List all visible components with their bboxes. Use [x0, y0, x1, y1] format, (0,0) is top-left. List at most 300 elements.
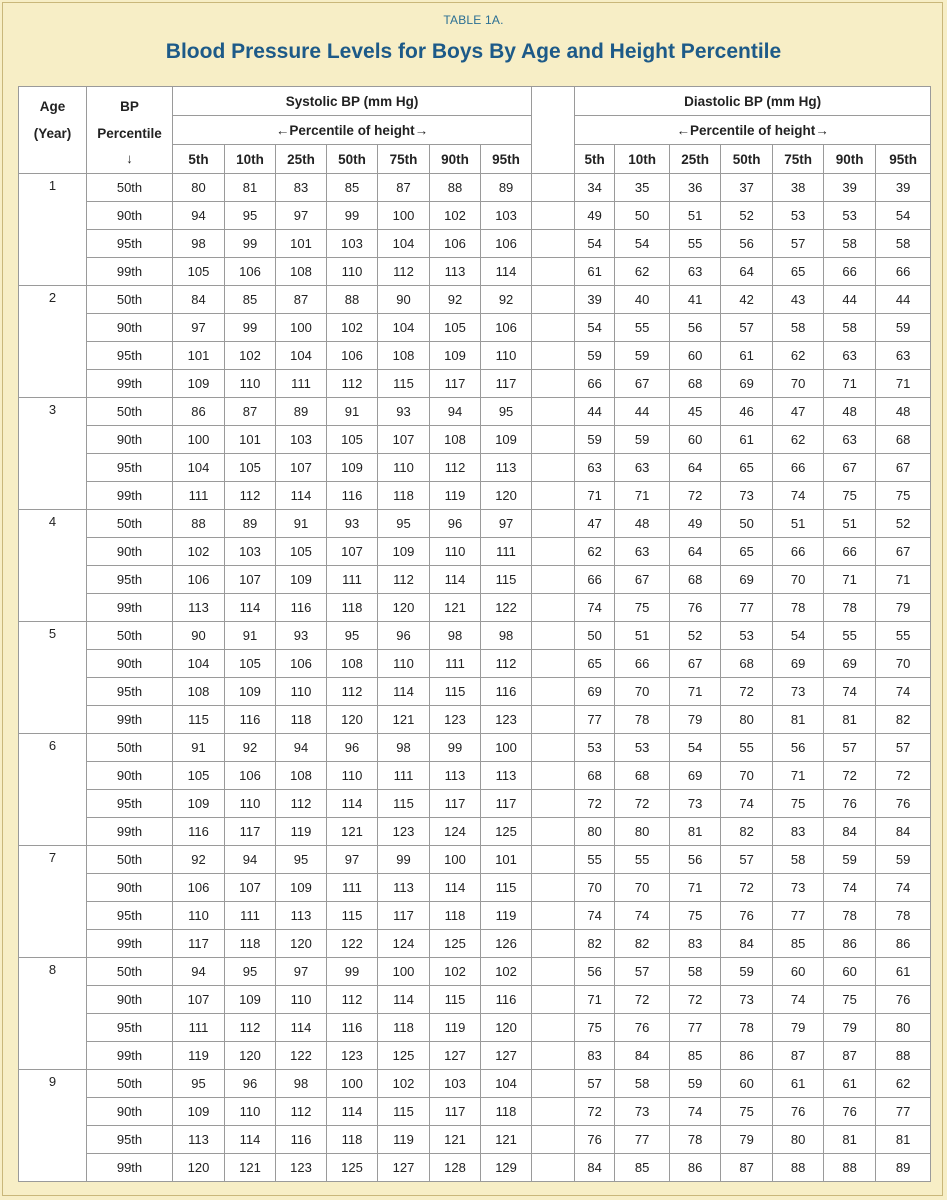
- table-row: [19, 874, 931, 902]
- diastolic-value-cell: 55: [615, 314, 670, 342]
- systolic-value-cell: 108: [378, 342, 430, 370]
- systolic-value-cell: 97: [276, 202, 327, 230]
- systolic-value-cell: 109: [378, 538, 430, 566]
- systolic-value-cell: 118: [378, 482, 430, 510]
- diastolic-value-cell: 72: [721, 678, 773, 706]
- diastolic-value-cell: 68: [721, 650, 773, 678]
- column-gap-cell: [532, 370, 575, 398]
- diastolic-value-cell: 81: [876, 1126, 931, 1154]
- diastolic-value-cell: 58: [824, 314, 876, 342]
- diastolic-value-cell: 72: [575, 1098, 615, 1126]
- systolic-value-cell: 122: [327, 930, 378, 958]
- systolic-value-cell: 87: [378, 174, 430, 202]
- diastolic-value-cell: 64: [670, 538, 721, 566]
- age-cell: 5: [19, 622, 87, 734]
- bp-percentile-cell: 90th: [87, 874, 173, 902]
- column-gap-cell: [532, 622, 575, 650]
- systolic-value-cell: 86: [173, 398, 225, 426]
- diastolic-value-cell: 71: [575, 482, 615, 510]
- diastolic-value-cell: 68: [670, 566, 721, 594]
- diastolic-height-95th: 95th: [876, 145, 931, 174]
- diastolic-value-cell: 44: [575, 398, 615, 426]
- bp-percentile-cell: 50th: [87, 1070, 173, 1098]
- diastolic-value-cell: 59: [824, 846, 876, 874]
- diastolic-value-cell: 76: [876, 790, 931, 818]
- column-gap-cell: [532, 230, 575, 258]
- diastolic-value-cell: 83: [575, 1042, 615, 1070]
- systolic-value-cell: 99: [327, 202, 378, 230]
- diastolic-value-cell: 81: [824, 706, 876, 734]
- diastolic-value-cell: 54: [575, 314, 615, 342]
- column-gap-cell: [532, 874, 575, 902]
- diastolic-value-cell: 59: [615, 342, 670, 370]
- diastolic-value-cell: 50: [615, 202, 670, 230]
- column-gap-cell: [532, 1014, 575, 1042]
- systolic-value-cell: 103: [225, 538, 276, 566]
- systolic-value-cell: 113: [276, 902, 327, 930]
- diastolic-value-cell: 67: [615, 370, 670, 398]
- diastolic-value-cell: 71: [615, 482, 670, 510]
- diastolic-value-cell: 44: [876, 286, 931, 314]
- diastolic-value-cell: 61: [721, 426, 773, 454]
- systolic-value-cell: 116: [481, 986, 532, 1014]
- systolic-value-cell: 111: [327, 566, 378, 594]
- systolic-value-cell: 112: [327, 986, 378, 1014]
- diastolic-value-cell: 75: [670, 902, 721, 930]
- table-row: [19, 762, 931, 790]
- diastolic-value-cell: 76: [670, 594, 721, 622]
- diastolic-value-cell: 73: [721, 986, 773, 1014]
- diastolic-value-cell: 44: [615, 398, 670, 426]
- systolic-value-cell: 112: [225, 1014, 276, 1042]
- bp-percentile-cell: 90th: [87, 986, 173, 1014]
- bp-percentile-cell: 99th: [87, 930, 173, 958]
- bp-percentile-cell: 90th: [87, 538, 173, 566]
- bp-percentile-cell: 99th: [87, 706, 173, 734]
- diastolic-value-cell: 78: [773, 594, 824, 622]
- systolic-value-cell: 123: [481, 706, 532, 734]
- diastolic-value-cell: 50: [721, 510, 773, 538]
- diastolic-value-cell: 49: [670, 510, 721, 538]
- diastolic-value-cell: 44: [824, 286, 876, 314]
- bp-percentile-cell: 95th: [87, 230, 173, 258]
- diastolic-value-cell: 78: [824, 902, 876, 930]
- systolic-value-cell: 95: [327, 622, 378, 650]
- systolic-value-cell: 104: [378, 314, 430, 342]
- bp-percentile-cell: 90th: [87, 1098, 173, 1126]
- systolic-value-cell: 127: [430, 1042, 481, 1070]
- bp-percentile-label: BP Percentile: [97, 99, 162, 141]
- column-gap-cell: [532, 454, 575, 482]
- column-gap-cell: [532, 818, 575, 846]
- diastolic-value-cell: 70: [575, 874, 615, 902]
- diastolic-value-cell: 70: [721, 762, 773, 790]
- diastolic-value-cell: 60: [721, 1070, 773, 1098]
- diastolic-value-cell: 88: [876, 1042, 931, 1070]
- diastolic-value-cell: 42: [721, 286, 773, 314]
- diastolic-value-cell: 77: [876, 1098, 931, 1126]
- systolic-value-cell: 91: [327, 398, 378, 426]
- diastolic-value-cell: 85: [615, 1154, 670, 1182]
- systolic-value-cell: 113: [378, 874, 430, 902]
- systolic-value-cell: 94: [173, 958, 225, 986]
- diastolic-value-cell: 85: [773, 930, 824, 958]
- column-gap-cell: [532, 286, 575, 314]
- diastolic-value-cell: 78: [721, 1014, 773, 1042]
- systolic-value-cell: 104: [173, 650, 225, 678]
- diastolic-value-cell: 78: [615, 706, 670, 734]
- diastolic-value-cell: 87: [824, 1042, 876, 1070]
- systolic-value-cell: 115: [430, 986, 481, 1014]
- diastolic-value-cell: 75: [824, 482, 876, 510]
- systolic-value-cell: 107: [378, 426, 430, 454]
- table-row: [19, 622, 931, 650]
- diastolic-value-cell: 79: [670, 706, 721, 734]
- table-row: [19, 314, 931, 342]
- systolic-value-cell: 118: [378, 1014, 430, 1042]
- systolic-value-cell: 118: [481, 1098, 532, 1126]
- systolic-value-cell: 121: [430, 594, 481, 622]
- diastolic-value-cell: 36: [670, 174, 721, 202]
- diastolic-value-cell: 54: [773, 622, 824, 650]
- diastolic-value-cell: 74: [824, 678, 876, 706]
- bp-percentile-cell: 99th: [87, 370, 173, 398]
- systolic-value-cell: 125: [378, 1042, 430, 1070]
- systolic-value-cell: 98: [430, 622, 481, 650]
- systolic-value-cell: 111: [225, 902, 276, 930]
- bp-percentile-cell: 99th: [87, 258, 173, 286]
- systolic-value-cell: 100: [276, 314, 327, 342]
- systolic-value-cell: 84: [173, 286, 225, 314]
- systolic-value-cell: 104: [378, 230, 430, 258]
- systolic-value-cell: 110: [225, 790, 276, 818]
- diastolic-value-cell: 57: [824, 734, 876, 762]
- systolic-height-25th: 25th: [276, 145, 327, 174]
- diastolic-value-cell: 74: [876, 678, 931, 706]
- diastolic-value-cell: 57: [773, 230, 824, 258]
- systolic-value-cell: 98: [276, 1070, 327, 1098]
- systolic-value-cell: 116: [173, 818, 225, 846]
- diastolic-value-cell: 74: [721, 790, 773, 818]
- diastolic-value-cell: 75: [575, 1014, 615, 1042]
- diastolic-value-cell: 71: [824, 566, 876, 594]
- systolic-value-cell: 114: [225, 1126, 276, 1154]
- diastolic-value-cell: 35: [615, 174, 670, 202]
- diastolic-value-cell: 71: [824, 370, 876, 398]
- systolic-value-cell: 105: [173, 762, 225, 790]
- systolic-value-cell: 98: [173, 230, 225, 258]
- diastolic-value-cell: 51: [773, 510, 824, 538]
- diastolic-value-cell: 78: [876, 902, 931, 930]
- systolic-value-cell: 92: [481, 286, 532, 314]
- diastolic-value-cell: 74: [876, 874, 931, 902]
- systolic-value-cell: 87: [276, 286, 327, 314]
- bp-percentile-cell: 95th: [87, 678, 173, 706]
- diastolic-height-75th: 75th: [773, 145, 824, 174]
- table-row: [19, 958, 931, 986]
- diastolic-value-cell: 58: [824, 230, 876, 258]
- bp-percentile-cell: 95th: [87, 1126, 173, 1154]
- diastolic-value-cell: 77: [773, 902, 824, 930]
- systolic-value-cell: 112: [327, 678, 378, 706]
- systolic-value-cell: 116: [327, 1014, 378, 1042]
- diastolic-value-cell: 47: [575, 510, 615, 538]
- systolic-value-cell: 118: [276, 706, 327, 734]
- diastolic-value-cell: 65: [721, 538, 773, 566]
- diastolic-value-cell: 61: [773, 1070, 824, 1098]
- systolic-value-cell: 99: [225, 314, 276, 342]
- diastolic-value-cell: 74: [615, 902, 670, 930]
- systolic-value-cell: 119: [430, 482, 481, 510]
- diastolic-value-cell: 45: [670, 398, 721, 426]
- diastolic-value-cell: 71: [876, 566, 931, 594]
- bp-percentile-cell: 90th: [87, 650, 173, 678]
- diastolic-value-cell: 88: [824, 1154, 876, 1182]
- column-gap-cell: [532, 650, 575, 678]
- diastolic-value-cell: 58: [615, 1070, 670, 1098]
- systolic-value-cell: 110: [327, 258, 378, 286]
- systolic-value-cell: 107: [327, 538, 378, 566]
- diastolic-height-90th: 90th: [824, 145, 876, 174]
- diastolic-value-cell: 69: [670, 762, 721, 790]
- systolic-value-cell: 123: [430, 706, 481, 734]
- diastolic-height-25th: 25th: [670, 145, 721, 174]
- systolic-value-cell: 109: [225, 986, 276, 1014]
- systolic-value-cell: 112: [276, 790, 327, 818]
- diastolic-value-cell: 72: [615, 986, 670, 1014]
- diastolic-value-cell: 70: [615, 874, 670, 902]
- diastolic-value-cell: 74: [575, 902, 615, 930]
- systolic-value-cell: 115: [481, 566, 532, 594]
- diastolic-value-cell: 61: [575, 258, 615, 286]
- systolic-value-cell: 99: [225, 230, 276, 258]
- age-cell: 6: [19, 734, 87, 846]
- diastolic-value-cell: 76: [721, 902, 773, 930]
- diastolic-value-cell: 48: [615, 510, 670, 538]
- systolic-value-cell: 105: [276, 538, 327, 566]
- column-gap-cell: [532, 902, 575, 930]
- systolic-value-cell: 113: [481, 454, 532, 482]
- systolic-value-cell: 101: [276, 230, 327, 258]
- table-row: [19, 398, 931, 426]
- systolic-value-cell: 116: [276, 594, 327, 622]
- diastolic-value-cell: 52: [721, 202, 773, 230]
- diastolic-value-cell: 57: [721, 314, 773, 342]
- systolic-value-cell: 99: [378, 846, 430, 874]
- diastolic-value-cell: 55: [575, 846, 615, 874]
- bp-percentile-cell: 50th: [87, 286, 173, 314]
- diastolic-height-percentile-header: ←Percentile of height→: [575, 116, 931, 145]
- systolic-value-cell: 125: [327, 1154, 378, 1182]
- diastolic-value-cell: 59: [575, 426, 615, 454]
- diastolic-value-cell: 70: [615, 678, 670, 706]
- diastolic-value-cell: 76: [876, 986, 931, 1014]
- diastolic-value-cell: 47: [773, 398, 824, 426]
- systolic-value-cell: 103: [481, 202, 532, 230]
- systolic-value-cell: 121: [481, 1126, 532, 1154]
- diastolic-value-cell: 69: [773, 650, 824, 678]
- systolic-value-cell: 115: [378, 790, 430, 818]
- bp-percentile-cell: 95th: [87, 454, 173, 482]
- table-row: [19, 370, 931, 398]
- systolic-value-cell: 123: [276, 1154, 327, 1182]
- systolic-value-cell: 99: [327, 958, 378, 986]
- diastolic-value-cell: 53: [773, 202, 824, 230]
- column-gap-cell: [532, 202, 575, 230]
- systolic-value-cell: 127: [378, 1154, 430, 1182]
- systolic-value-cell: 96: [430, 510, 481, 538]
- diastolic-value-cell: 81: [824, 1126, 876, 1154]
- systolic-value-cell: 119: [276, 818, 327, 846]
- diastolic-value-cell: 87: [721, 1154, 773, 1182]
- systolic-value-cell: 119: [430, 1014, 481, 1042]
- table-row: [19, 174, 931, 202]
- age-cell: 3: [19, 398, 87, 510]
- systolic-height-75th: 75th: [378, 145, 430, 174]
- systolic-value-cell: 112: [225, 482, 276, 510]
- systolic-value-cell: 115: [327, 902, 378, 930]
- systolic-value-cell: 106: [225, 762, 276, 790]
- systolic-value-cell: 104: [481, 1070, 532, 1098]
- systolic-value-cell: 81: [225, 174, 276, 202]
- diastolic-height-10th: 10th: [615, 145, 670, 174]
- diastolic-value-cell: 66: [876, 258, 931, 286]
- diastolic-value-cell: 52: [876, 510, 931, 538]
- systolic-value-cell: 108: [276, 762, 327, 790]
- diastolic-value-cell: 61: [824, 1070, 876, 1098]
- diastolic-value-cell: 77: [615, 1126, 670, 1154]
- diastolic-value-cell: 58: [876, 230, 931, 258]
- diastolic-value-cell: 81: [670, 818, 721, 846]
- diastolic-value-cell: 83: [670, 930, 721, 958]
- systolic-value-cell: 102: [481, 958, 532, 986]
- systolic-value-cell: 99: [430, 734, 481, 762]
- diastolic-value-cell: 53: [575, 734, 615, 762]
- systolic-value-cell: 109: [481, 426, 532, 454]
- diastolic-value-cell: 63: [575, 454, 615, 482]
- systolic-value-cell: 106: [430, 230, 481, 258]
- systolic-value-cell: 85: [225, 286, 276, 314]
- systolic-value-cell: 106: [481, 230, 532, 258]
- bp-percentile-cell: 99th: [87, 1154, 173, 1182]
- diastolic-value-cell: 84: [575, 1154, 615, 1182]
- bp-percentile-cell: 95th: [87, 902, 173, 930]
- column-gap-cell: [532, 846, 575, 874]
- systolic-value-cell: 97: [481, 510, 532, 538]
- diastolic-value-cell: 74: [670, 1098, 721, 1126]
- systolic-value-cell: 114: [327, 790, 378, 818]
- diastolic-value-cell: 72: [670, 986, 721, 1014]
- diastolic-value-cell: 87: [773, 1042, 824, 1070]
- column-gap-cell: [532, 706, 575, 734]
- systolic-value-cell: 108: [276, 258, 327, 286]
- diastolic-value-cell: 75: [721, 1098, 773, 1126]
- diastolic-value-cell: 89: [876, 1154, 931, 1182]
- systolic-value-cell: 102: [430, 958, 481, 986]
- systolic-value-cell: 110: [378, 650, 430, 678]
- diastolic-value-cell: 60: [824, 958, 876, 986]
- column-gap-cell: [532, 986, 575, 1014]
- bp-percentile-cell: 50th: [87, 846, 173, 874]
- diastolic-value-cell: 55: [615, 846, 670, 874]
- diastolic-value-cell: 78: [670, 1126, 721, 1154]
- table-row: [19, 1042, 931, 1070]
- systolic-value-cell: 92: [430, 286, 481, 314]
- diastolic-value-cell: 78: [824, 594, 876, 622]
- systolic-value-cell: 101: [173, 342, 225, 370]
- diastolic-value-cell: 66: [575, 370, 615, 398]
- table-row: [19, 706, 931, 734]
- diastolic-value-cell: 67: [615, 566, 670, 594]
- systolic-value-cell: 114: [378, 678, 430, 706]
- systolic-value-cell: 114: [481, 258, 532, 286]
- systolic-value-cell: 94: [225, 846, 276, 874]
- systolic-value-cell: 93: [378, 398, 430, 426]
- systolic-value-cell: 100: [327, 1070, 378, 1098]
- diastolic-value-cell: 84: [615, 1042, 670, 1070]
- table-row: [19, 930, 931, 958]
- systolic-value-cell: 120: [173, 1154, 225, 1182]
- systolic-height-90th: 90th: [430, 145, 481, 174]
- diastolic-value-cell: 88: [773, 1154, 824, 1182]
- diastolic-value-cell: 67: [670, 650, 721, 678]
- column-gap: [532, 87, 575, 174]
- systolic-value-cell: 112: [378, 258, 430, 286]
- diastolic-value-cell: 73: [615, 1098, 670, 1126]
- diastolic-value-cell: 71: [773, 762, 824, 790]
- diastolic-value-cell: 80: [876, 1014, 931, 1042]
- systolic-value-cell: 123: [378, 818, 430, 846]
- bp-percentile-header: [87, 87, 173, 174]
- systolic-value-cell: 103: [430, 1070, 481, 1098]
- systolic-value-cell: 114: [378, 986, 430, 1014]
- systolic-value-cell: 110: [225, 370, 276, 398]
- diastolic-value-cell: 82: [876, 706, 931, 734]
- diastolic-value-cell: 86: [670, 1154, 721, 1182]
- systolic-value-cell: 109: [225, 678, 276, 706]
- systolic-value-cell: 117: [378, 902, 430, 930]
- systolic-value-cell: 115: [481, 874, 532, 902]
- systolic-value-cell: 91: [173, 734, 225, 762]
- blood-pressure-table: [18, 86, 931, 1182]
- diastolic-value-cell: 80: [575, 818, 615, 846]
- table-row: [19, 230, 931, 258]
- systolic-value-cell: 100: [173, 426, 225, 454]
- table-row: [19, 846, 931, 874]
- systolic-value-cell: 114: [276, 482, 327, 510]
- systolic-value-cell: 110: [378, 454, 430, 482]
- bp-percentile-cell: 50th: [87, 510, 173, 538]
- systolic-value-cell: 110: [430, 538, 481, 566]
- systolic-value-cell: 129: [481, 1154, 532, 1182]
- diastolic-value-cell: 58: [773, 846, 824, 874]
- systolic-value-cell: 92: [173, 846, 225, 874]
- bp-percentile-cell: 50th: [87, 622, 173, 650]
- systolic-value-cell: 106: [173, 566, 225, 594]
- diastolic-value-cell: 61: [721, 342, 773, 370]
- diastolic-value-cell: 69: [824, 650, 876, 678]
- systolic-value-cell: 114: [276, 1014, 327, 1042]
- table-title: Blood Pressure Levels for Boys By Age and Height Percentile: [165, 40, 782, 63]
- diastolic-value-cell: 65: [721, 454, 773, 482]
- systolic-value-cell: 100: [378, 958, 430, 986]
- systolic-value-cell: 98: [378, 734, 430, 762]
- column-gap-cell: [532, 398, 575, 426]
- diastolic-value-cell: 59: [876, 846, 931, 874]
- systolic-value-cell: 105: [430, 314, 481, 342]
- diastolic-value-cell: 71: [575, 986, 615, 1014]
- diastolic-value-cell: 86: [876, 930, 931, 958]
